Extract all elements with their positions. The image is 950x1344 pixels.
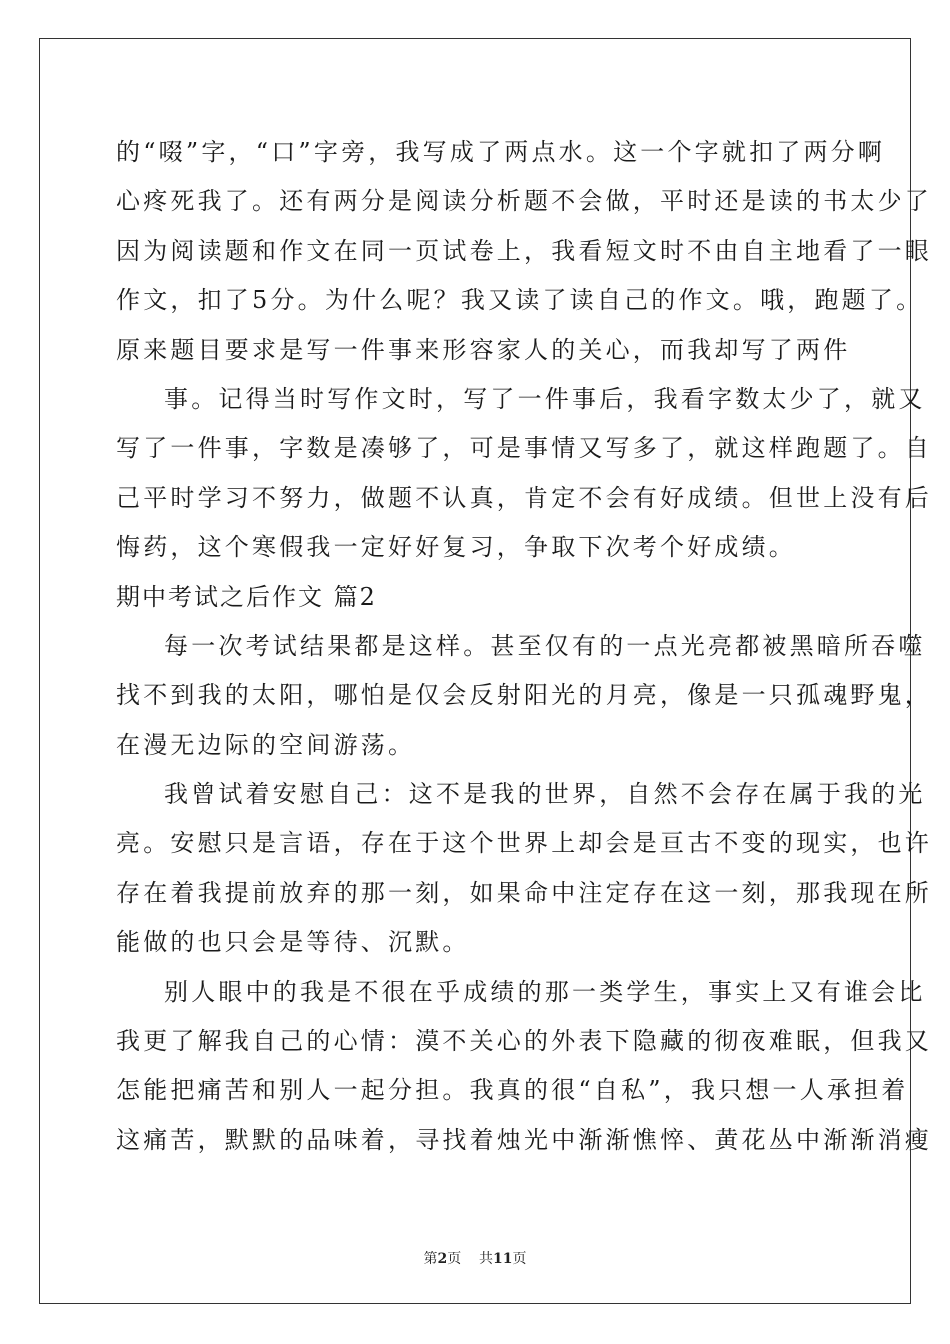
text-line: 悔药，这个寒假我一定好好复习，争取下次考个好成绩。 <box>116 533 796 562</box>
text-line: 能做的也只会是等待、沉默。 <box>116 928 470 957</box>
paragraph-start-line: 每一次考试结果都是这样。甚至仅有的一点光亮都被黑暗所吞噬 <box>164 631 926 660</box>
text-line: 我更了解我自己的心情：漠不关心的外表下隐藏的彻夜难眠，但我又 <box>116 1027 932 1056</box>
page-footer <box>0 1248 950 1268</box>
paragraph-start-line: 我曾试着安慰自己：这不是我的世界，自然不会存在属于我的光 <box>164 780 926 809</box>
document-body <box>116 128 932 1165</box>
total-suffix: 页 <box>512 1251 527 1267</box>
page-suffix: 页 <box>447 1251 462 1267</box>
text-line: 存在着我提前放弃的那一刻，如果命中注定存在这一刻，那我现在所 <box>116 878 932 907</box>
text-line: 怎能把痛苦和别人一起分担。我真的很“自私”，我只想一人承担着 <box>116 1076 909 1105</box>
text-line: 这痛苦，默默的品味着，寻找着烛光中渐渐憔悴、黄花丛中渐渐消瘦 <box>116 1125 932 1154</box>
paragraph-start-line: 事。记得当时写作文时，写了一件事后，我看字数太少了，就又 <box>164 384 926 413</box>
page-prefix: 第 <box>423 1251 438 1267</box>
text-line: 因为阅读题和作文在同一页试卷上，我看短文时不由自主地看了一眼 <box>116 236 932 265</box>
section-heading: 期中考试之后作文 篇2 <box>116 582 377 611</box>
text-line: 心疼死我了。还有两分是阅读分析题不会做，平时还是读的书太少了 <box>116 187 932 216</box>
total-pages: 11 <box>493 1251 513 1267</box>
text-line: 己平时学习不努力，做题不认真，肯定不会有好成绩。但世上没有后 <box>116 483 932 512</box>
total-prefix: 共 <box>479 1251 494 1267</box>
page-number: 2 <box>437 1251 448 1267</box>
text-line: 在漫无边际的空间游荡。 <box>116 730 416 759</box>
text-line: 作文，扣了5分。为什么呢？我又读了读自己的作文。哦，跑题了。 <box>116 286 924 315</box>
text-line: 的“啜”字，“口”字旁，我写成了两点水。这一个字就扣了两分啊 <box>116 138 886 166</box>
text-line: 找不到我的太阳，哪怕是仅会反射阳光的月亮，像是一只孤魂野鬼， <box>116 681 932 710</box>
text-line: 写了一件事，字数是凑够了，可是事情又写多了，就这样跑题了。自 <box>116 434 932 463</box>
paragraph-start-line: 别人眼中的我是不很在乎成绩的那一类学生，事实上又有谁会比 <box>164 977 926 1006</box>
text-line: 原来题目要求是写一件事来形容家人的关心，而我却写了两件 <box>116 335 851 364</box>
text-line: 亮。安慰只是言语，存在于这个世界上却会是亘古不变的现实，也许 <box>116 829 932 858</box>
